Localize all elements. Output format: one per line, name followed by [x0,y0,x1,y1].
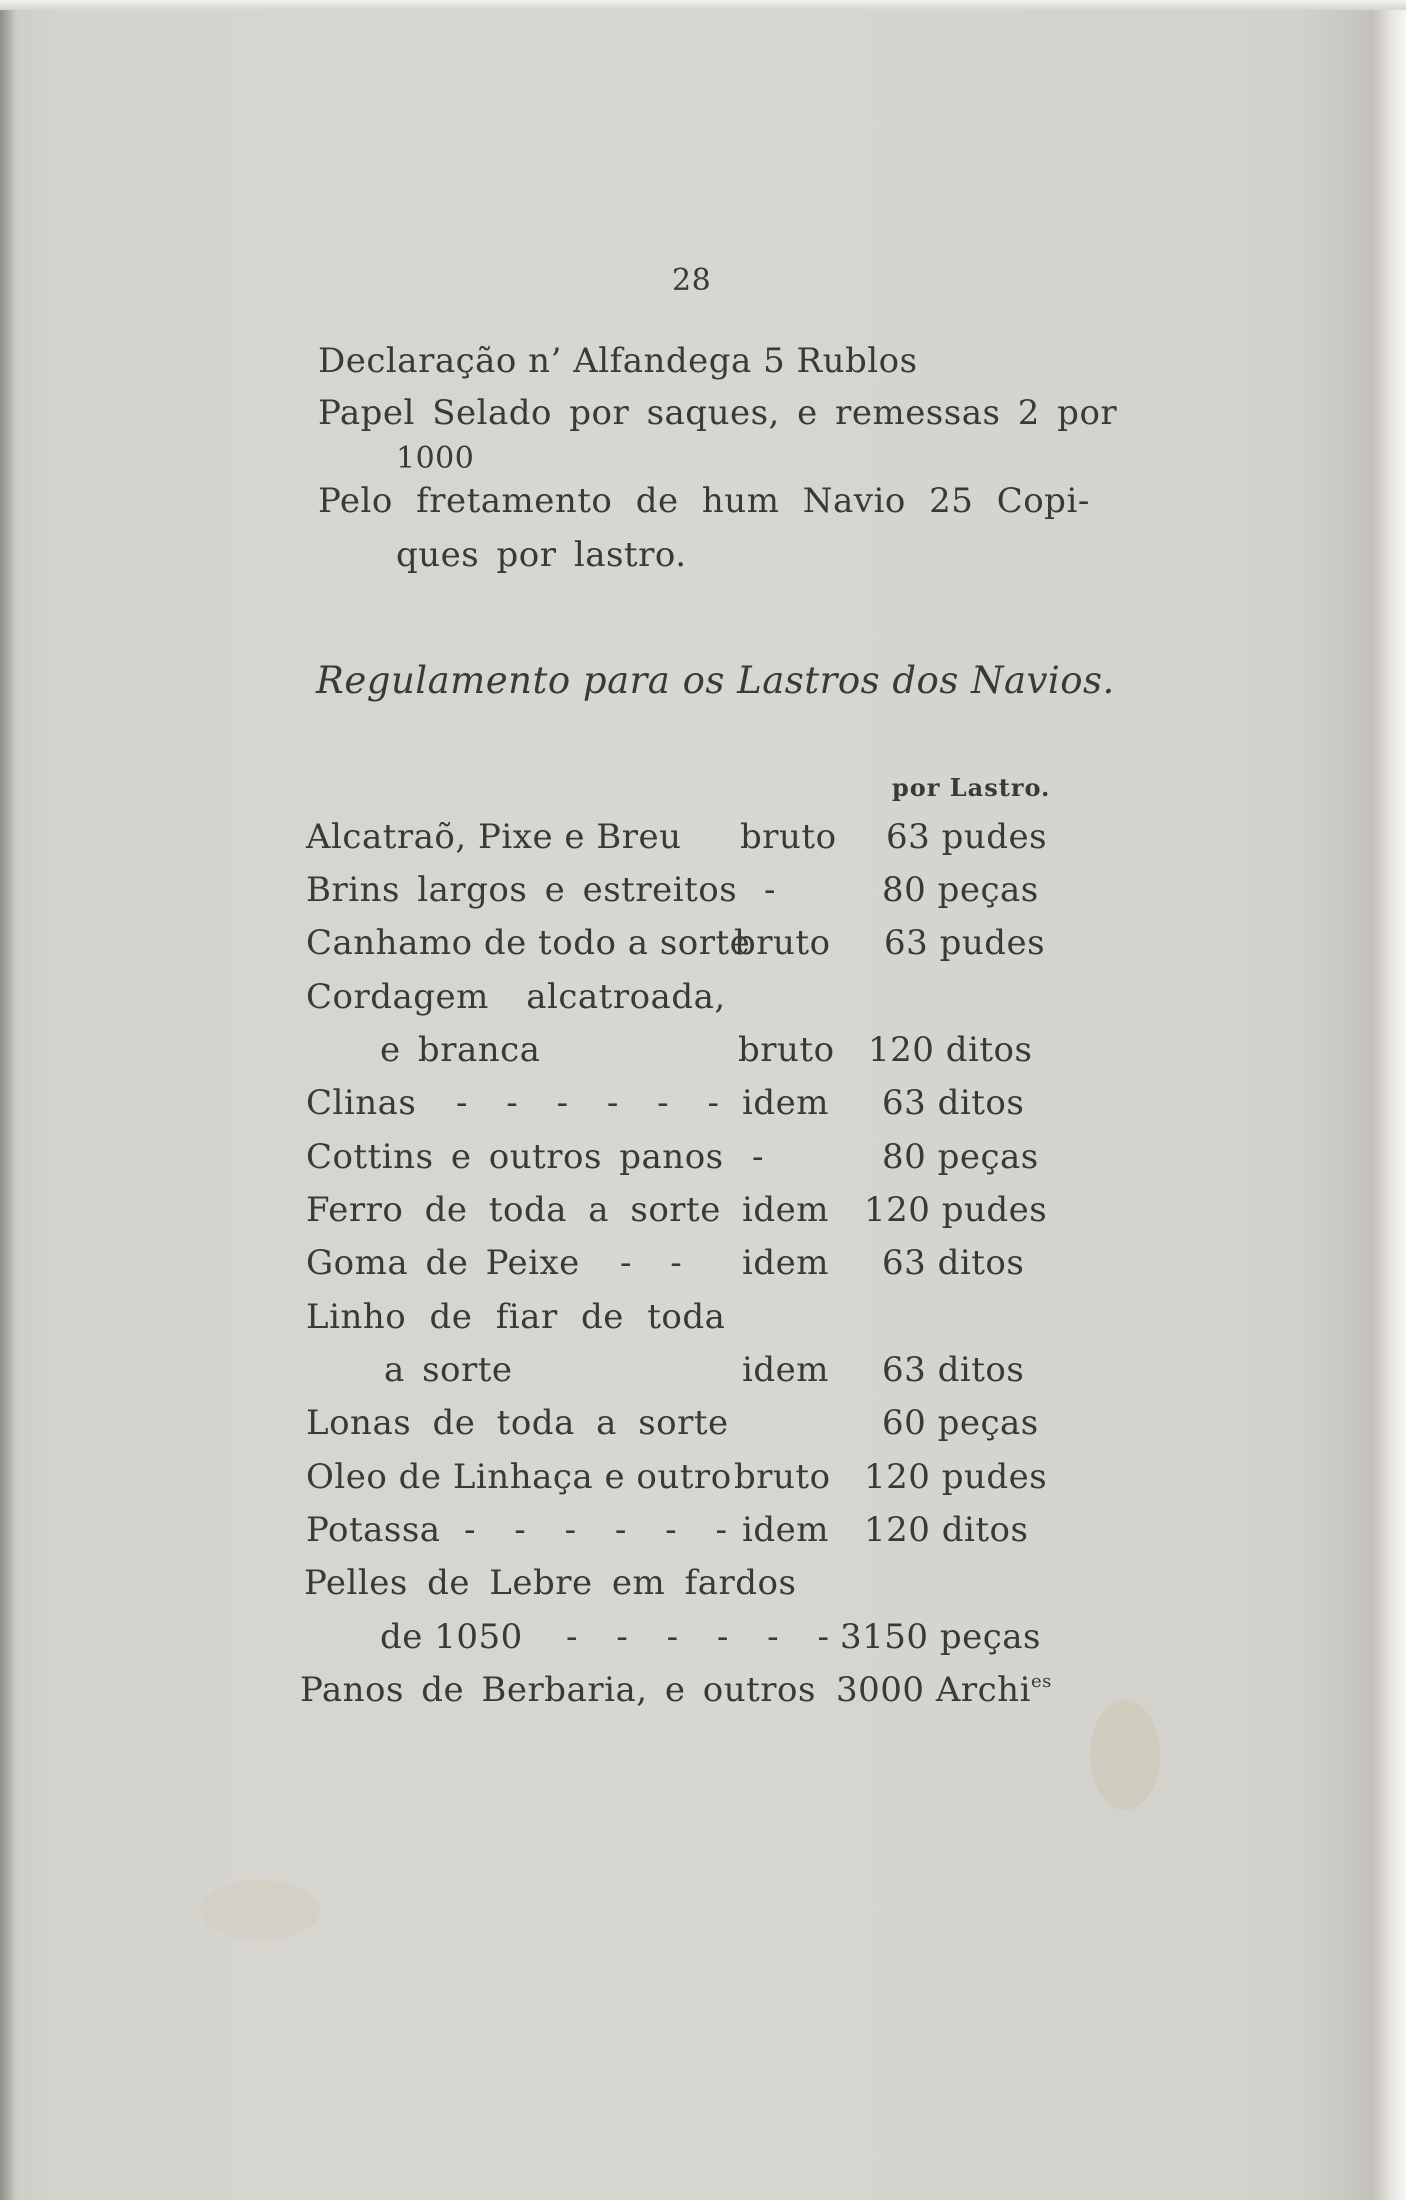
table-mid: - [764,870,776,910]
table-mid: idem [742,1243,829,1283]
table-qty: 80 peças [882,870,1039,910]
section-title: Regulamento para os Lastros dos Navios. [316,659,1115,702]
table-item: Clinas [306,1083,417,1123]
table-qty: 80 peças [882,1137,1039,1177]
table-item: Lonas de toda a sorte [306,1403,729,1443]
table-item: de 1050 [380,1617,523,1657]
table-item: Linho de fiar de toda [306,1297,726,1337]
table-qty: 63 ditos [882,1083,1025,1123]
table-mid: idem [742,1190,829,1230]
table-qty: 120 ditos [864,1510,1029,1550]
table-mid: idem [742,1350,829,1390]
table-item: a sorte [384,1350,513,1390]
intro-line: Papel Selado por saques, e remessas 2 por [318,393,1118,433]
table-qty: 120 ditos [868,1030,1033,1070]
table-qty: 63 pudes [884,923,1046,963]
table-item: e branca [380,1030,541,1070]
table-item: Alcatraõ, Pixe e Breu [306,817,682,857]
table-mid: bruto [740,817,837,857]
table-item: Ferro de toda a sorte [306,1190,721,1230]
table-mid: idem [742,1083,829,1123]
table-item: Brins largos e estreitos [306,870,738,910]
top-edge [0,0,1406,10]
leader-dots: - - - - - - [566,1617,843,1657]
leader-dots: - - - - - - [464,1510,741,1550]
intro-line: Pelo fretamento de hum Navio 25 Copi- [318,481,1090,521]
intro-line: Declaração n’ Alfandega 5 Rublos [318,341,918,381]
table-qty: 120 pudes [864,1190,1048,1230]
table-qty: 63 ditos [882,1243,1025,1283]
table-qty: 63 pudes [886,817,1048,857]
table-qty: 63 ditos [882,1350,1025,1390]
table-qty [836,1670,1052,1710]
page-number: 28 [672,263,712,298]
paper-stain [200,1880,320,1940]
intro-line: ques por lastro. [396,535,687,575]
table-mid: idem [742,1510,829,1550]
intro-line: 1000 [396,441,475,476]
table-item: Pelles de Lebre em fardos [304,1563,797,1603]
table-mid: bruto [734,923,831,963]
qty-text: 3000 Archi [836,1670,1031,1710]
column-header: por Lastro. [892,773,1051,802]
table-mid: bruto [738,1030,835,1070]
qty-superscript: es [1030,1671,1052,1692]
table-item: Canhamo de todo a sorte [306,923,751,963]
leader-dots: - - [620,1243,696,1283]
table-mid: - [752,1137,764,1177]
page-edge [1370,0,1406,2200]
paper-stain [1090,1700,1160,1810]
leader-dots: - - - - - - [456,1083,733,1123]
table-item: Oleo de Linhaça e outro [306,1457,732,1497]
table-qty: 60 peças [882,1403,1039,1443]
table-qty: 120 pudes [864,1457,1048,1497]
table-mid: bruto [734,1457,831,1497]
table-item: Goma de Peixe [306,1243,580,1283]
table-qty: 3150 peças [840,1617,1041,1657]
table-item: Potassa [306,1510,441,1550]
table-item: Cordagem alcatroada, [306,977,726,1017]
spine-shadow [0,0,14,2200]
table-item: Cottins e outros panos [306,1137,724,1177]
table-item: Panos de Berbaria, e outros [300,1670,816,1710]
